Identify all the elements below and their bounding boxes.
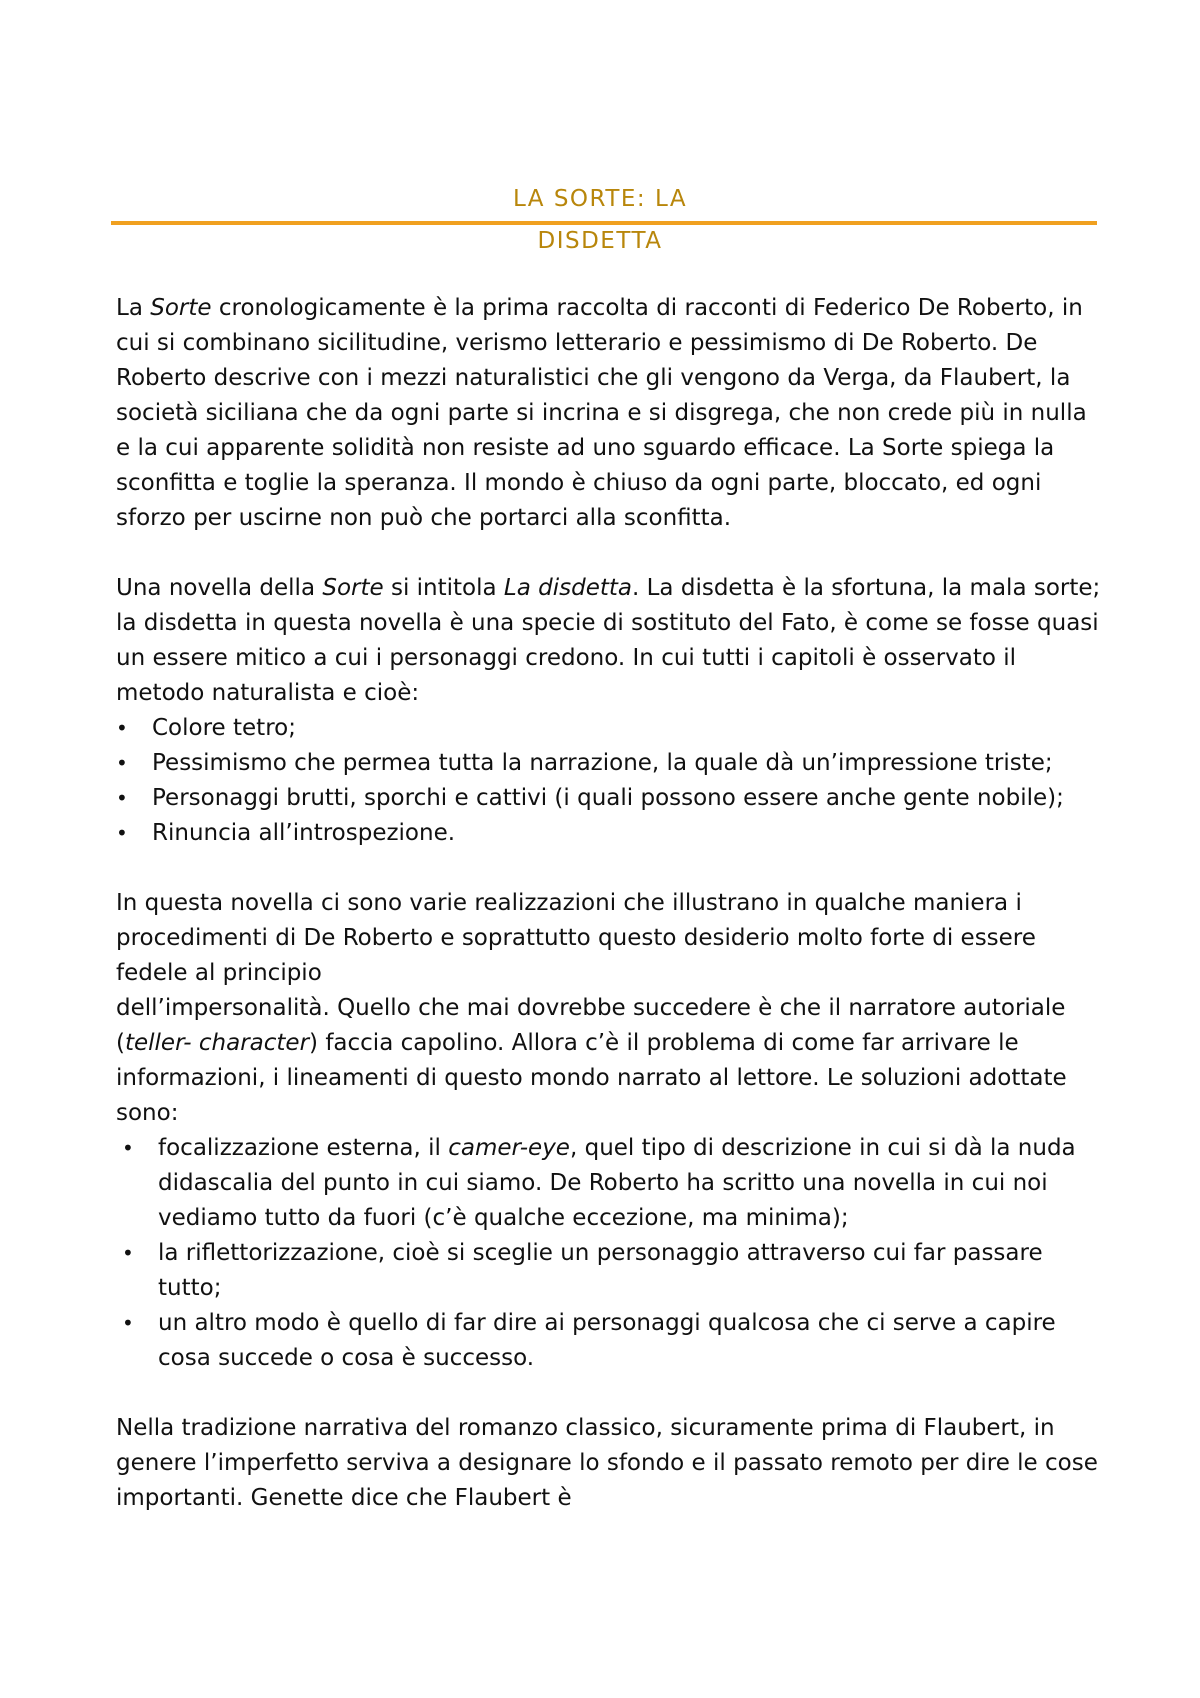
bullet-icon: • [122,1241,134,1265]
bullet-icon: • [116,821,128,845]
paragraph-gap [116,851,1106,886]
list-item: • focalizzazione esterna, il camer-eye, quel tipo di descrizione in cui si dà la nuda didascalia del punto in cui siamo. De Roberto ha scritto una novella in cui noi vediamo tutto da fuori (c’è qualche eccezione, ma minima); [116,1131,1106,1236]
list-item: • Personaggi brutti, sporchi e cattivi (i quali possono essere anche gente nobile); [116,781,1106,816]
page-title-continued: DISDETTA [537,228,663,254]
paragraph-gap [116,536,1106,571]
paragraph-intro: La Sorte cronologicamente è la prima raccolta di racconti di Federico De Roberto, in cui si combinano sicilitudine, verismo letterario e pessimismo di De Roberto. De Roberto descrive con i mezzi naturalistici che gli vengono da Verga, da Flaubert, la società siciliana che da ogni parte si incrina e si disgrega, che non crede più in nulla e la cui apparente solidità non resiste ad uno sguardo efficace. La Sorte spiega la sconfitta e toglie la speranza. Il mondo è chiuso da ogni parte, bloccato, ed ogni sforzo per uscirne non può che portarci alla sconfitta. [116,295,1087,531]
bullet-list-naturalism [116,711,1106,851]
list-item: • Pessimismo che permea tutta la narrazione, la quale dà un’impressione triste; [116,746,1106,781]
document-body [116,291,1106,1516]
paragraph-gap [116,1376,1106,1411]
list-item: • la riflettorizzazione, cioè si sceglie un personaggio attraverso cui far passare tutto; [116,1236,1106,1306]
paragraph-tradition: Nella tradizione narrativa del romanzo classico, sicuramente prima di Flaubert, in genere l’imperfetto serviva a designare lo sfondo e il passato remoto per dire le cose importanti. Genette dice che Flaubert è [116,1415,1098,1511]
paragraph-impersonality: In questa novella ci sono varie realizzazioni che illustrano in qualche maniera i procedimenti di De Roberto e soprattutto questo desiderio molto forte di essere fedele al principio dell’impersonalità. Quello che mai dovrebbe succedere è che il narratore autoriale (teller- character) faccia capolino. Allora c’è il problema di come far arrivare le informazioni, i lineamenti di questo mondo narrato al lettore. Le soluzioni adottate sono: [116,890,1067,1126]
list-item: • un altro modo è quello di far dire ai personaggi qualcosa che ci serve a capire cosa succede o cosa è successo. [116,1306,1106,1376]
title-rule [111,221,1097,225]
bullet-icon: • [116,751,128,775]
paragraph-disdetta: Una novella della Sorte si intitola La disdetta. La disdetta è la sfortuna, la mala sorte; la disdetta in questa novella è una specie di sostituto del Fato, è come se fosse quasi un essere mitico a cui i personaggi credono. In cui tutti i capitoli è osservato il metodo naturalista e cioè: [116,575,1101,706]
page-title: LA SORTE: LA [512,186,688,212]
list-item: • Rinuncia all’introspezione. [116,816,1106,851]
bullet-icon: • [116,786,128,810]
bullet-icon: • [122,1311,134,1335]
list-item: • Colore tetro; [116,711,1106,746]
bullet-icon: • [116,716,128,740]
bullet-icon: • [122,1136,134,1160]
bullet-list-solutions [116,1131,1106,1376]
